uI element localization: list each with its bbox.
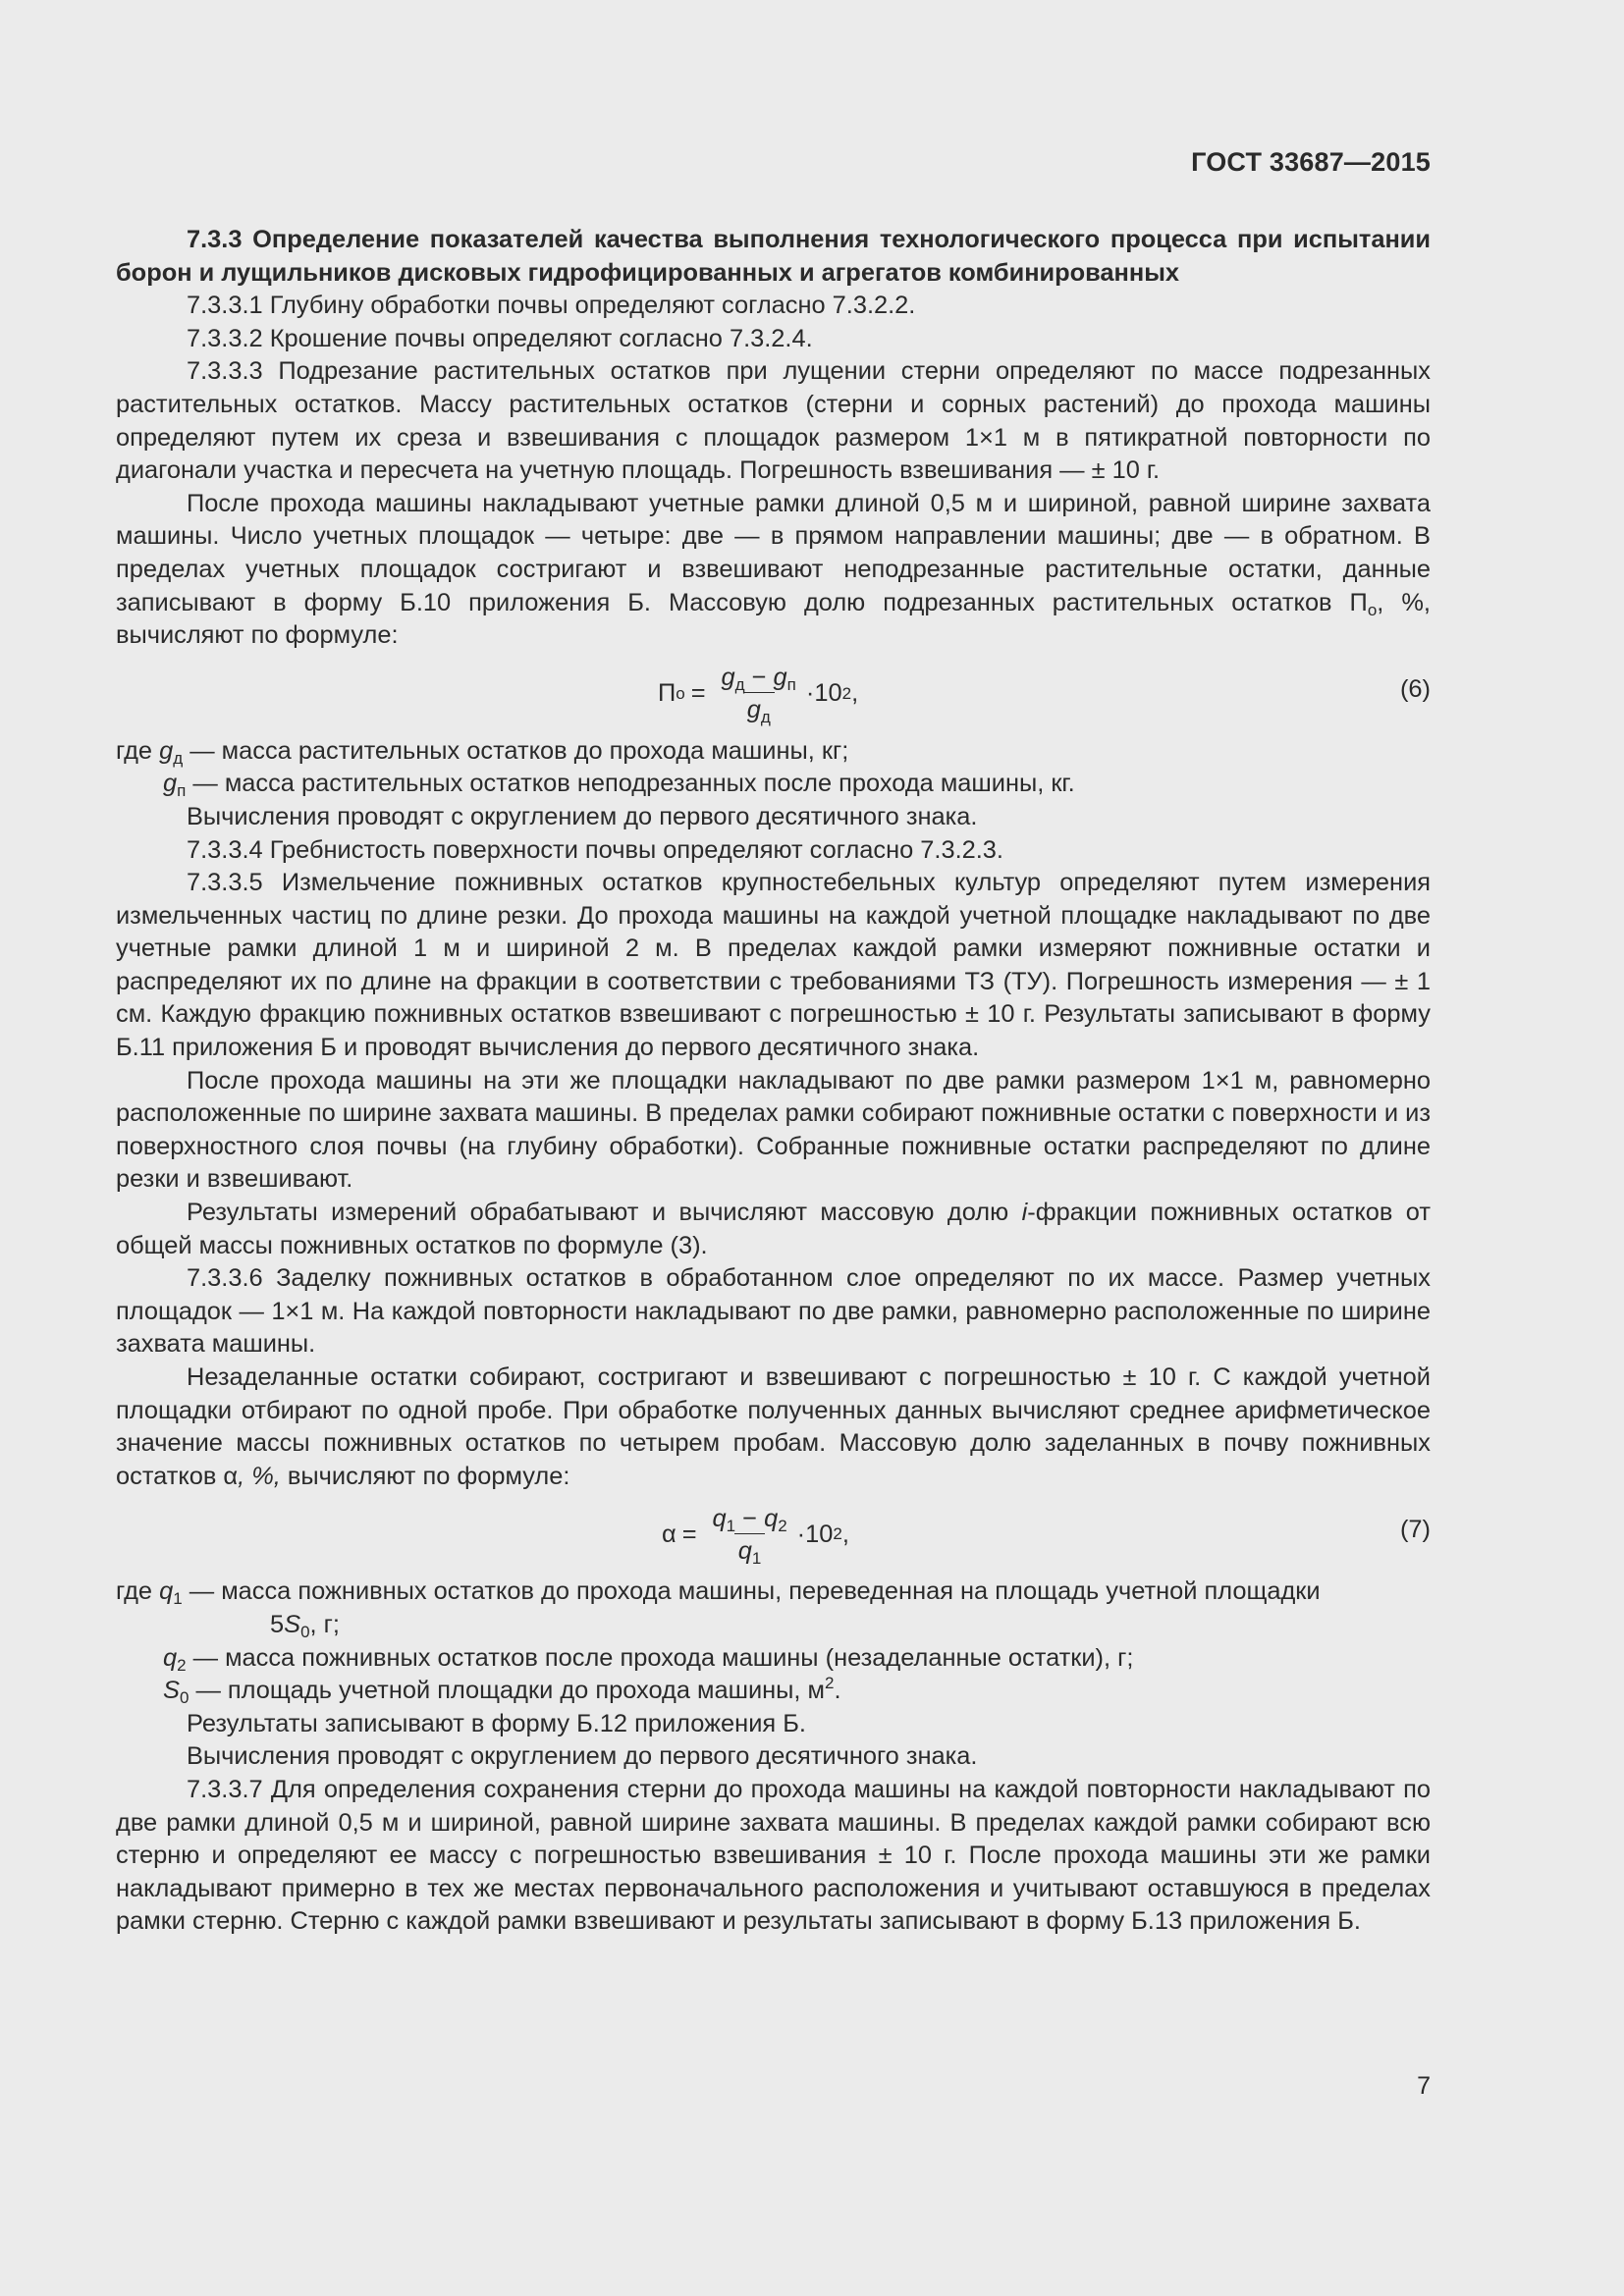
where-7-line-3: $S_0$ — площадь учетной площадки до прохода машины, $м^2$. — [163, 1674, 841, 1708]
formula-6: П о = $\frac{g_д - g_п}{g_д}$ ·10 2 , (6) — [658, 664, 1431, 727]
where-6-line-1: где $g_д$ — масса растительных остатков до прохода машины, кг; — [116, 736, 849, 768]
paragraph-unburied-residues: Незаделанные остатки собирают, состригают и взвешивают с погрешностью ± 10 г. С каждой учетной площадки отбирают по одной пробе. При обработке полученных данных вычисляют среднее арифметическое значение массы пожнивных остатков по четырем пробам. Массовую долю заделанных в почву пожнивных остатков α, %, вычисляют по формуле: — [116, 1363, 1431, 1490]
paragraph-rounding-2: Вычисления проводят с округлением до первого десятичного знака. — [187, 1742, 978, 1771]
paragraph-rounding-1: Вычисления проводят с округлением до первого десятичного знака. — [187, 802, 978, 830]
fraction-7: $\frac{q_1 - q_2}{q_1}$ — [712, 1504, 787, 1568]
paragraph-results-b12: Результаты записывают в форму Б.12 приложения Б. — [187, 1709, 806, 1737]
paragraph-7-3-3-6: 7.3.3.6 Заделку пожнивных остатков в обработанном слое определяют по их массе. Размер учетных площадок — 1×1 м. На каждой повторности накладывают по две рамки, равномерно расположенные по ширине захвата машины. — [116, 1264, 1431, 1359]
formula-7: α = $\frac{q_1 - q_2}{q_1}$ ·10 2 , (7) — [662, 1504, 1431, 1568]
paragraph-cut-residues: После прохода машины накладывают учетные рамки длиной 0,5 м и шириной, равной ширине захвата машины. Число учетных площадок — четыре: две — в прямом направлении машины; две — в обратном. В пределах учетных площадок состригают и взвешивают неподрезанные растительные остатки, данные записывают в форму Б.10 приложения Б. Массовую долю подрезанных растительных остатков $П_о$, %, вычисляют по формуле: — [116, 489, 1431, 650]
paragraph-7-3-3-5: 7.3.3.5 Измельчение пожнивных остатков крупностебельных культур определяют путем измерения измельченных частиц по длине резки. До прохода машины на каждой учетной площадке накладывают по две учетные рамки длиной 1 м и шириной 2 м. В пределах каждой рамки измеряют пожнивные остатки и распределяют их по длине на фракции в соответствии с требованиями ТЗ (ТУ). Погрешность измерения — ± 1 см. Каждую фракцию пожнивных остатков взвешивают с погрешностью ± 10 г. Результаты записывают в форму Б.11 приложения Б и проводят вычисления до первого десятичного знака. — [116, 869, 1431, 1062]
where-7-line-1-cont: $5S_0$, г; — [270, 1610, 340, 1641]
formula-number-6: (6) — [1399, 674, 1431, 703]
fraction-6: $\frac{g_д - g_п}{g_д}$ — [721, 664, 796, 727]
paragraph-7-3-3-7: 7.3.3.7 Для определения сохранения стерни до прохода машины на каждой повторности накладывают по две рамки длиной 0,5 м и шириной, равной ширине захвата машины. В пределах каждой рамки собирают всю стерню и определяют ее массу с погрешностью взвешивания ± 10 г. После прохода машины эти же рамки накладывают примерно в тех же местах первоначального расположения и учитывают оставшуюся в пределах рамки стерню. Стерню с каждой рамки взвешивают и результаты записывают в форму Б.13 приложения Б. — [116, 1775, 1431, 1936]
body-text — [116, 224, 1431, 1939]
formula-number-7: (7) — [1399, 1516, 1431, 1544]
paragraph-fraction-results: Результаты измерений обрабатывают и вычисляют массовую долю i-фракции пожнивных остатков от общей массы пожнивных остатков по формуле (3). — [116, 1199, 1432, 1259]
where-6-line-2: $g_п$ — масса растительных остатков неподрезанных после прохода машины, кг. — [163, 770, 1075, 801]
standard-header: ГОСТ 33687—2015 — [1191, 147, 1431, 177]
where-7-line-2: $q_2$ — масса пожнивных остатков после прохода машины (незаделанные остатки), г; — [163, 1643, 1134, 1675]
paragraph-after-pass: После прохода машины на эти же площадки накладывают по две рамки размером 1×1 м, равномерно расположенные по ширине захвата машины. В пределах рамки собирают пожнивные остатки с поверхности и из поверхностного слоя почвы (на глубину обработки). Собранные пожнивные остатки распределяют по длине резки и взвешивают. — [116, 1066, 1431, 1194]
where-7-line-1: где $q_1$ — масса пожнивных остатков до прохода машины, переведенная на площадь учетной площадки — [116, 1577, 1321, 1609]
page-number: 7 — [1417, 2072, 1431, 2100]
paragraph-7-3-3-4: 7.3.3.4 Гребнистость поверхности почвы определяют согласно 7.3.2.3. — [187, 835, 1003, 864]
section-title: 7.3.3 Определение показателей качества выполнения технологического процесса при испытании борон и лущильников дисковых гидрофицированных и агрегатов комбинированных — [116, 226, 1431, 287]
paragraph-7-3-3-3: 7.3.3.3 Подрезание растительных остатков при лущении стерни определяют по массе подрезанных растительных остатков. Массу растительных остатков (стерни и сорных растений) до прохода машины определяют путем их среза и взвешивания с площадок размером 1×1 м в пятикратной повторности по диагонали участка и пересчета на учетную площадь. Погрешность взвешивания — ± 10 г. — [116, 357, 1431, 485]
paragraph-7-3-3-2: 7.3.3.2 Крошение почвы определяют согласно 7.3.2.4. — [187, 324, 813, 352]
paragraph-7-3-3-1: 7.3.3.1 Глубину обработки почвы определяют согласно 7.3.2.2. — [187, 292, 916, 320]
